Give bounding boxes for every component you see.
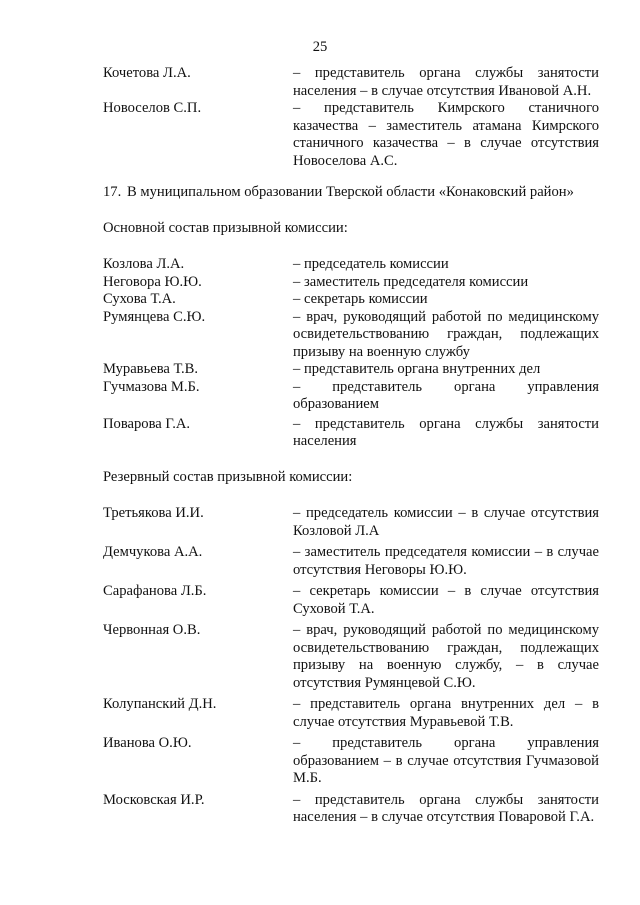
member-row xyxy=(103,622,599,692)
member-role: – председатель комиссии xyxy=(293,256,449,272)
member-name: Демчукова А.А. xyxy=(103,544,203,560)
member-role: – заместитель председателя комиссии – в случае отсутствия Неговоры Ю.Ю. xyxy=(293,544,599,578)
member-row xyxy=(103,416,599,451)
member-row xyxy=(103,256,599,274)
member-name: Козлова Л.А. xyxy=(103,256,185,272)
member-role: – врач, руководящий работой по медицинскому освидетельствованию граждан, подлежащих призыву на военную службу, – в случае отсутствия Румянцевой С.Ю. xyxy=(293,622,599,691)
member-name: Московская И.Р. xyxy=(103,791,205,808)
member-role: – представитель органа внутренних дел – в случае отсутствия Муравьевой Т.В. xyxy=(293,696,599,730)
reserve-composition-heading: Резервный состав призывной комиссии: xyxy=(103,469,353,485)
section-number: 17. xyxy=(103,184,122,200)
member-row xyxy=(103,505,599,540)
member-role: – представитель органа внутренних дел xyxy=(293,361,541,377)
member-role: – представитель Кимрского станичного казачества – заместитель атамана Кимрского станичного казачества – в случае отсутствия Новоселова А.С. xyxy=(293,100,599,169)
member-role: – представитель органа службы занятости населения – в случае отсутствия Поваровой Г.А. xyxy=(293,791,599,825)
member-row xyxy=(103,274,599,292)
member-name: Сухова Т.А. xyxy=(103,291,176,307)
member-row xyxy=(103,309,599,362)
member-row xyxy=(103,583,599,618)
section-heading xyxy=(103,184,599,202)
member-role: – представитель органа управления образованием – в случае отсутствия Гучмазовой М.Б. xyxy=(293,735,599,786)
top-members-list xyxy=(103,65,599,170)
page-number: 25 xyxy=(312,39,328,55)
member-row xyxy=(103,696,599,731)
main-members-list xyxy=(103,256,599,451)
member-row xyxy=(103,792,599,827)
member-role: – секретарь комиссии – в случае отсутствия Суховой Т.А. xyxy=(293,583,599,617)
member-name: Новоселов С.П. xyxy=(103,100,202,116)
member-role: – секретарь комиссии xyxy=(293,291,428,307)
member-name: Кочетова Л.А. xyxy=(103,65,191,81)
member-row xyxy=(103,735,599,788)
member-row xyxy=(103,65,599,100)
member-name: Гучмазова М.Б. xyxy=(103,378,200,395)
main-composition-heading: Основной состав призывной комиссии: xyxy=(103,220,348,236)
member-role: – представитель органа службы занятости населения xyxy=(293,415,599,449)
member-name: Третьякова И.И. xyxy=(103,505,204,521)
member-name: Неговора Ю.Ю. xyxy=(103,273,202,290)
member-name: Червонная О.В. xyxy=(103,622,201,638)
member-name: Сарафанова Л.Б. xyxy=(103,583,207,599)
member-name: Муравьева Т.В. xyxy=(103,361,199,377)
member-role: – представитель органа управления образованием xyxy=(293,378,599,412)
section-title: В муниципальном образовании Тверской области «Конаковский район» xyxy=(127,184,574,200)
member-row xyxy=(103,291,599,309)
member-row xyxy=(103,544,599,579)
member-name: Колупанский Д.Н. xyxy=(103,696,217,712)
member-name: Румянцева С.Ю. xyxy=(103,308,206,325)
reserve-members-list xyxy=(103,505,599,827)
member-row xyxy=(103,100,599,170)
member-role: – заместитель председателя комиссии xyxy=(293,273,529,290)
member-row xyxy=(103,379,599,414)
member-role: – представитель органа службы занятости населения – в случае отсутствия Ивановой А.Н. xyxy=(293,65,599,99)
member-row xyxy=(103,361,599,379)
member-role: – председатель комиссии – в случае отсутствия Козловой Л.А xyxy=(293,505,599,539)
member-role: – врач, руководящий работой по медицинскому освидетельствованию граждан, подлежащих призыву на военную службу xyxy=(293,308,599,360)
member-name: Поварова Г.А. xyxy=(103,415,191,432)
member-name: Иванова О.Ю. xyxy=(103,735,192,751)
